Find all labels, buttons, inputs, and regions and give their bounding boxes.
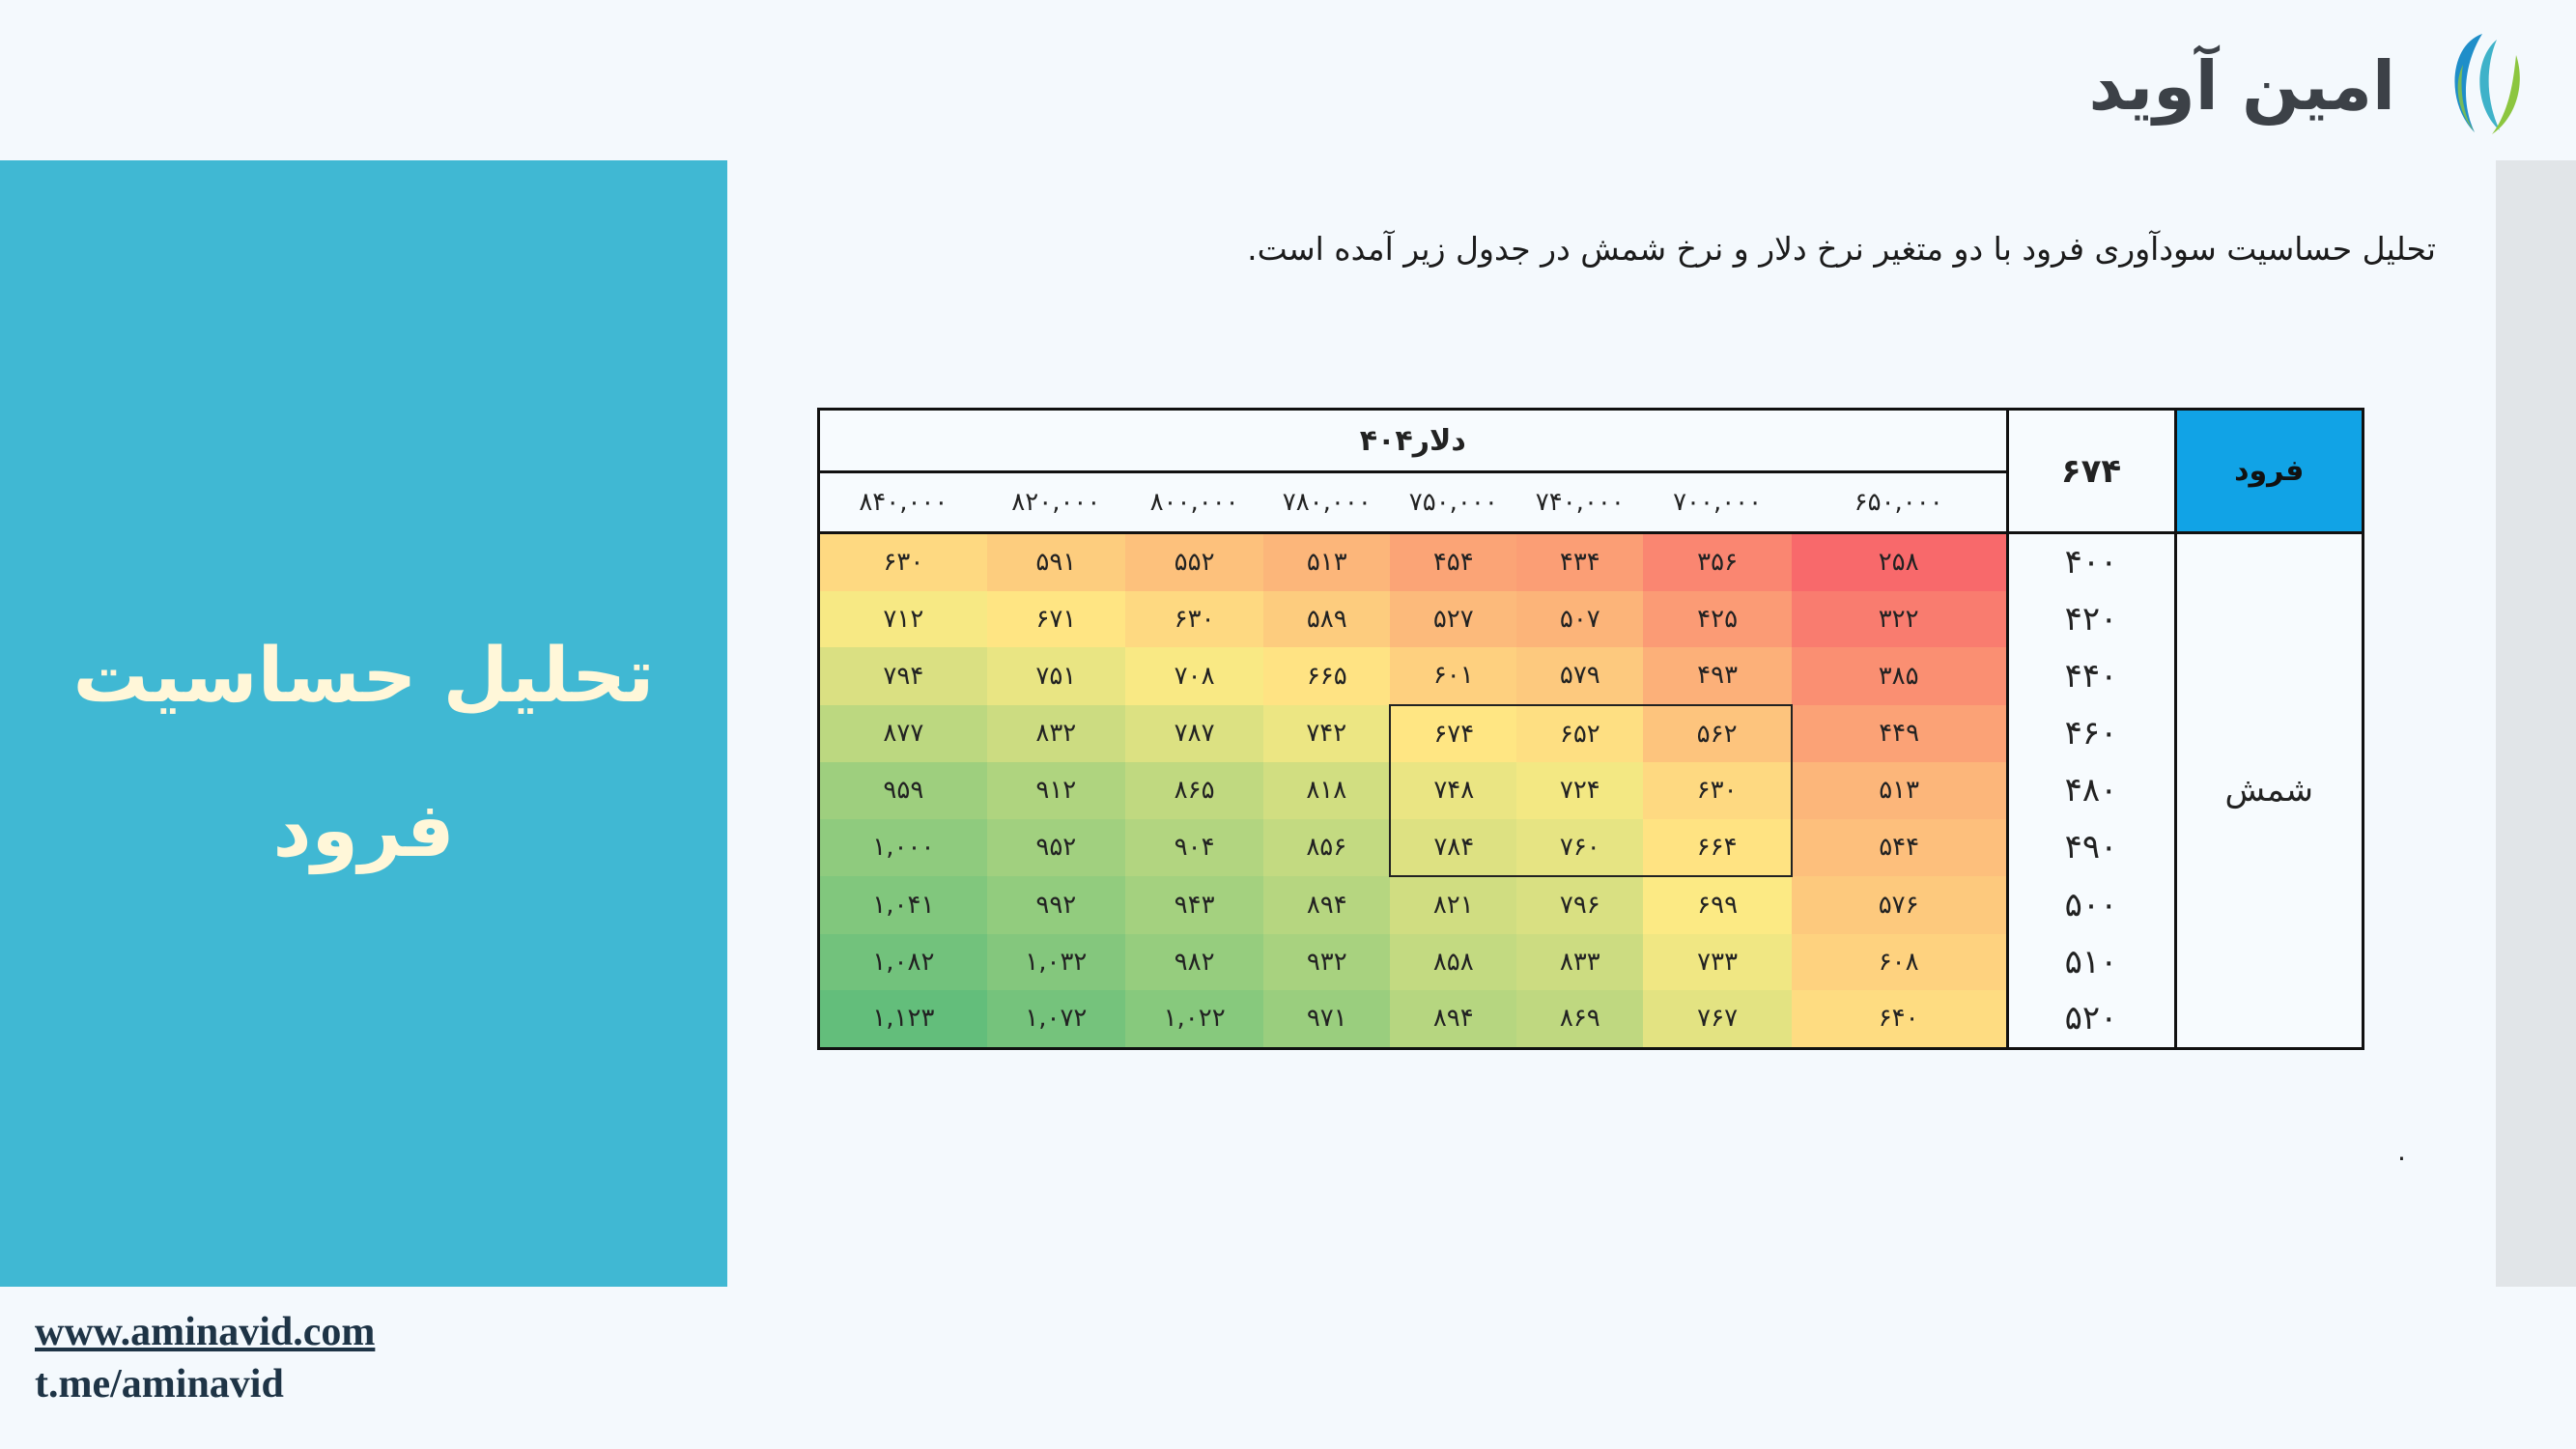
corner-label: فرود (2175, 410, 2363, 533)
table-cell: ۸۲۱ (1390, 876, 1516, 934)
telegram-link[interactable]: t.me/aminavid (35, 1362, 284, 1406)
table-cell: ۸۵۶ (1263, 819, 1390, 877)
table-cell: ۹۵۹ (819, 762, 987, 819)
table-row (819, 591, 2364, 648)
table-cell: ۱,۰۸۲ (819, 934, 987, 991)
table-cell: ۹۵۲ (987, 819, 1125, 877)
table-cell: ۵۶۲ (1643, 705, 1792, 763)
table-cell: ۴۹۳ (1643, 647, 1792, 705)
column-header-cell: ۸۴۰,۰۰۰ (819, 472, 987, 533)
table-cell: ۷۴۲ (1263, 705, 1390, 763)
table-cell: ۶۹۹ (1643, 876, 1792, 934)
table-cell: ۸۹۴ (1263, 876, 1390, 934)
table-cell: ۷۹۶ (1516, 876, 1643, 934)
table-cell: ۵۱۳ (1792, 762, 2007, 819)
table-cell: ۵۷۶ (1792, 876, 2007, 934)
logo-mark-icon (2424, 26, 2540, 142)
table-cell: ۶۳۰ (1125, 591, 1263, 648)
table-cell: ۹۰۴ (1125, 819, 1263, 877)
table-cell: ۲۵۸ (1792, 533, 2007, 591)
row-header-cell: ۴۰۰ (2007, 533, 2175, 591)
table-cell: ۱,۰۴۱ (819, 876, 987, 934)
table-cell: ۸۹۴ (1390, 990, 1516, 1048)
table-cell: ۵۷۹ (1516, 647, 1643, 705)
table-cell: ۵۹۱ (987, 533, 1125, 591)
table-cell: ۹۸۲ (1125, 934, 1263, 991)
footer-links (35, 1306, 375, 1410)
table-cell: ۶۵۲ (1516, 705, 1643, 763)
table-cell: ۷۳۳ (1643, 934, 1792, 991)
table-cell: ۹۴۳ (1125, 876, 1263, 934)
right-strip (2496, 160, 2576, 1287)
table-cell: ۸۷۷ (819, 705, 987, 763)
table-cell: ۴۳۴ (1516, 533, 1643, 591)
table-cell: ۷۸۷ (1125, 705, 1263, 763)
row-variable-label: شمش (2175, 533, 2363, 1049)
table-cell: ۷۵۱ (987, 647, 1125, 705)
table-cell: ۳۲۲ (1792, 591, 2007, 648)
side-title-line1: تحلیل حساسیت (72, 633, 655, 720)
table-cell: ۶۷۱ (987, 591, 1125, 648)
table-cell: ۶۷۴ (1390, 705, 1516, 763)
table-cell: ۶۳۰ (1643, 762, 1792, 819)
brand-logo (2088, 21, 2540, 147)
column-header-cell: ۷۵۰,۰۰۰ (1390, 472, 1516, 533)
table-row (819, 990, 2364, 1048)
table-cell: ۵۲۷ (1390, 591, 1516, 648)
table-cell: ۷۸۴ (1390, 819, 1516, 877)
column-header-cell: ۷۸۰,۰۰۰ (1263, 472, 1390, 533)
table-cell: ۷۶۰ (1516, 819, 1643, 877)
table-row (819, 934, 2364, 991)
table-cell: ۴۲۵ (1643, 591, 1792, 648)
table-cell: ۷۲۴ (1516, 762, 1643, 819)
row-header-cell: ۴۸۰ (2007, 762, 2175, 819)
column-header-cell: ۷۴۰,۰۰۰ (1516, 472, 1643, 533)
table-cell: ۷۹۴ (819, 647, 987, 705)
table-cell: ۶۴۰ (1792, 990, 2007, 1048)
table-cell: ۱,۰۳۲ (987, 934, 1125, 991)
table-row (819, 819, 2364, 877)
table-cell: ۷۱۲ (819, 591, 987, 648)
column-header-cell: ۸۲۰,۰۰۰ (987, 472, 1125, 533)
table-cell: ۸۳۳ (1516, 934, 1643, 991)
side-title-line2: فرود (272, 787, 455, 874)
table-cell: ۱,۰۲۲ (1125, 990, 1263, 1048)
table-cell: ۹۹۲ (987, 876, 1125, 934)
row-header-cell: ۵۰۰ (2007, 876, 2175, 934)
table-cell: ۹۱۲ (987, 762, 1125, 819)
table-row (819, 533, 2364, 591)
table-cell: ۵۸۹ (1263, 591, 1390, 648)
table-cell: ۵۱۳ (1263, 533, 1390, 591)
column-header-cell: ۷۰۰,۰۰۰ (1643, 472, 1792, 533)
table-cell: ۵۰۷ (1516, 591, 1643, 648)
table-cell: ۱,۰۷۲ (987, 990, 1125, 1048)
table-row (819, 876, 2364, 934)
table-cell: ۹۳۲ (1263, 934, 1390, 991)
table-cell: ۸۵۸ (1390, 934, 1516, 991)
table-row (819, 647, 2364, 705)
row-header-cell: ۵۲۰ (2007, 990, 2175, 1048)
table-cell: ۴۴۹ (1792, 705, 2007, 763)
row-header-cell: ۴۲۰ (2007, 591, 2175, 648)
table-row (819, 705, 2364, 763)
table-cell: ۶۶۴ (1643, 819, 1792, 877)
table-cell: ۱,۱۲۳ (819, 990, 987, 1048)
table-cell: ۷۰۸ (1125, 647, 1263, 705)
table-cell: ۵۵۲ (1125, 533, 1263, 591)
table-cell: ۶۰۸ (1792, 934, 2007, 991)
table-cell: ۷۶۷ (1643, 990, 1792, 1048)
table-cell: ۱,۰۰۰ (819, 819, 987, 877)
table-cell: ۵۴۴ (1792, 819, 2007, 877)
column-header-cell: ۸۰۰,۰۰۰ (1125, 472, 1263, 533)
table-cell: ۶۰۱ (1390, 647, 1516, 705)
row-header-cell: ۴۹۰ (2007, 819, 2175, 877)
table-cell: ۸۶۹ (1516, 990, 1643, 1048)
column-header-cell: ۶۵۰,۰۰۰ (1792, 472, 2007, 533)
row-header-cell: ۴۴۰ (2007, 647, 2175, 705)
base-value: ۶۷۴ (2007, 410, 2175, 533)
table-cell: ۸۱۸ (1263, 762, 1390, 819)
brand-name: امین آوید (2088, 46, 2395, 126)
stray-dot: . (2397, 1135, 2406, 1167)
column-variable-label: دلار۴۰۴ (819, 410, 2008, 472)
table-cell: ۴۵۴ (1390, 533, 1516, 591)
table-row (819, 762, 2364, 819)
table-cell: ۹۷۱ (1263, 990, 1390, 1048)
row-header-cell: ۵۱۰ (2007, 934, 2175, 991)
table-cell: ۷۴۸ (1390, 762, 1516, 819)
table-cell: ۸۳۲ (987, 705, 1125, 763)
intro-text: تحلیل حساسیت سودآوری فرود با دو متغیر نرخ دلار و نرخ شمش در جدول زیر آمده است. (1247, 230, 2436, 268)
sensitivity-table (817, 408, 2364, 1050)
table-cell: ۶۶۵ (1263, 647, 1390, 705)
website-link[interactable]: www.aminavid.com (35, 1310, 376, 1354)
side-title (0, 599, 727, 908)
row-header-cell: ۴۶۰ (2007, 705, 2175, 763)
table-cell: ۸۶۵ (1125, 762, 1263, 819)
table-cell: ۶۳۰ (819, 533, 987, 591)
table-cell: ۳۸۵ (1792, 647, 2007, 705)
table-cell: ۳۵۶ (1643, 533, 1792, 591)
